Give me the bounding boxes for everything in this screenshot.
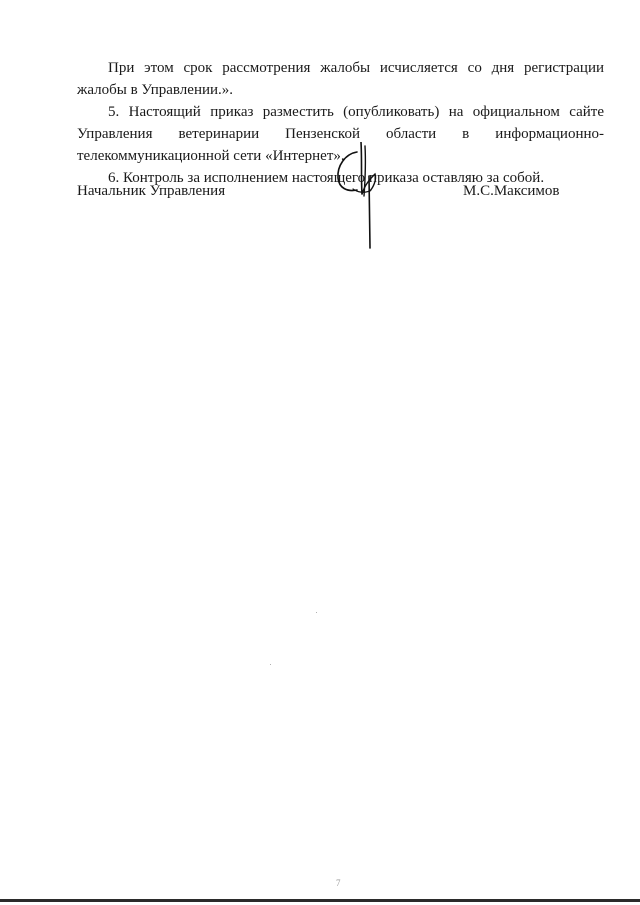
signatory-name: М.С.Максимов: [463, 183, 560, 199]
page-number: 7: [336, 878, 341, 888]
paragraph-item-6-control: 6. Контроль за исполнением настоящего приказа оставляю за собой.: [108, 170, 545, 186]
scan-artifact: [270, 664, 271, 665]
scan-bottom-edge: [0, 899, 640, 902]
signature-block: [77, 176, 604, 256]
scan-artifact: [316, 612, 317, 613]
handwritten-signature: [331, 142, 391, 252]
paragraph-item-5-publication: 5. Настоящий приказ разместить (опубликовать) на официальном сайте Управления ветеринарии Пензенской области в информационно-телекоммуникационной сети «Интернет».: [77, 104, 604, 164]
signatory-position: Начальник Управления: [77, 183, 226, 199]
paragraph-complaint-term: При этом срок рассмотрения жалобы исчисляется со дня регистрации жалобы в Управлении.».: [77, 60, 604, 98]
